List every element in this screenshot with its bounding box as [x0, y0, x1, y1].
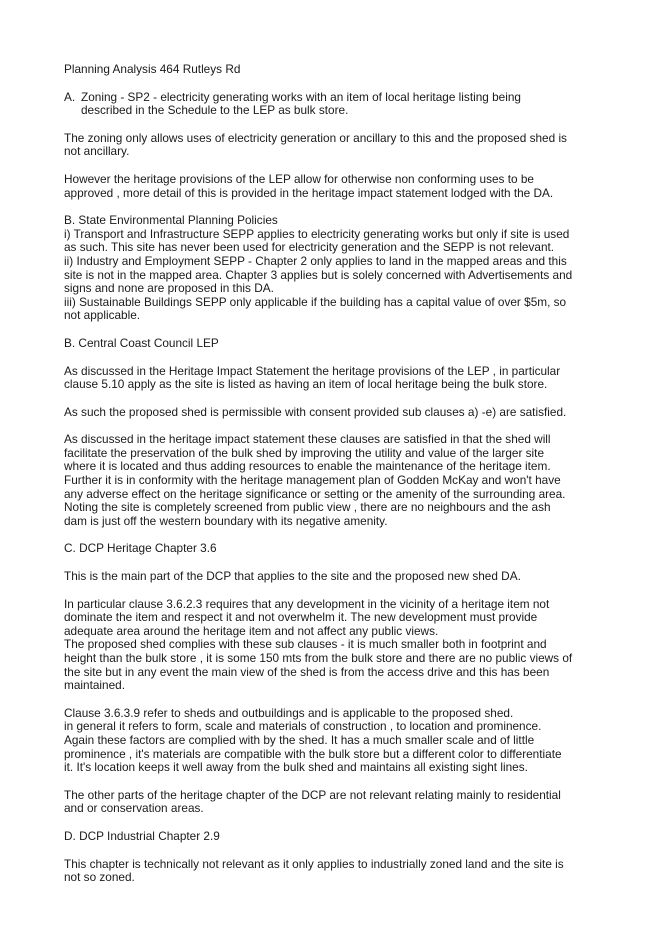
text-line: iii) Sustainable Buildings SEPP only applicable if the building has a capital value of over $5m, so [64, 294, 567, 309]
text-line: The zoning only allows uses of electricity generation or ancillary to this and the proposed shed is [64, 130, 567, 145]
text-line: height than the bulk store , it is some 150 mts from the bulk store and there are no public views of [64, 651, 573, 665]
text-line: Clause 3.6.3.9 refer to sheds and outbuildings and is applicable to the proposed shed. [64, 705, 514, 720]
paragraph-dcp-clause-3639 [64, 707, 624, 775]
text-line: the site but in any event the main view of the shed is from the access drive and this has been [64, 664, 550, 679]
text-line: maintained. [64, 678, 125, 693]
section-heading: C. DCP Heritage Chapter 3.6 [64, 541, 217, 556]
text-line: not applicable. [64, 308, 141, 323]
text-line: Again these factors are complied with by the shed. It has a much smaller scale and of little [64, 732, 535, 747]
text-line: it. It's location keeps it well away from the bulk shed and maintains all existing sight lines. [64, 760, 528, 775]
text-line: i) Transport and Infrastructure SEPP applies to electricity generating works but only if site is used [64, 226, 570, 241]
text-line: approved , more detail of this is provided in the heritage impact statement lodged with the DA. [64, 185, 554, 200]
document-title-text: Planning Analysis 464 Rutleys Rd [64, 62, 241, 76]
document-page [64, 63, 624, 885]
text-line: ii) Industry and Employment SEPP - Chapter 2 only applies to land in the mapped areas and this [64, 253, 567, 268]
paragraph-lep-permissible [64, 406, 624, 420]
text-line: dominate the item and respect it and not overwhelm it. The new development must provide [64, 610, 538, 625]
text-line: The proposed shed complies with these sub clauses - it is much smaller both in footprint and [64, 637, 547, 652]
text-line: as such. This site has never been used for electricity generation and the SEPP is not relevant. [64, 240, 555, 255]
list-item-a-zoning [64, 91, 624, 118]
text-line: site is not in the mapped area. Chapter 3 applies but is solely concerned with Advertisements and [64, 267, 573, 282]
text-line: This is the main part of the DCP that applies to the site and the proposed new shed DA. [64, 569, 521, 584]
paragraph-dcp-other-parts [64, 789, 624, 816]
text-line: In particular clause 3.6.2.3 requires that any development in the vicinity of a heritage item not [64, 596, 550, 611]
text-line: described in the Schedule to the LEP as bulk store. [81, 103, 349, 118]
text-line: facilitate the preservation of the bulk shed by improving the utility and value of the larger site [64, 445, 545, 460]
text-line: As discussed in the Heritage Impact Statement the heritage provisions of the LEP , in particular [64, 363, 561, 378]
text-line: The other parts of the heritage chapter of the DCP are not relevant relating mainly to residential [64, 787, 561, 802]
section-heading: B. State Environmental Planning Policies [64, 213, 278, 228]
text-line: Zoning - SP2 - electricity generating works with an item of local heritage listing being [81, 89, 521, 104]
text-line: where it is located and thus adding resources to enable the maintenance of the heritage item. [64, 459, 551, 474]
text-line: prominence , it's materials are compatible with the bulk store but a different color to differentiate [64, 746, 562, 761]
text-line: Noting the site is completely screened from public view , there are no neighbours and the ash [64, 500, 551, 515]
section-heading-dcp-industrial [64, 830, 624, 844]
section-heading: B. Central Coast Council LEP [64, 335, 219, 350]
list-item-a-content [64, 91, 624, 118]
section-state-environmental-planning-policies [64, 214, 624, 323]
text-line: As such the proposed shed is permissible with consent provided sub clauses a) -e) are satisfied. [64, 404, 567, 419]
text-line: This chapter is technically not relevant as it only applies to industrially zoned land and the site is [64, 856, 564, 871]
paragraph-dcp-clause-3623 [64, 598, 624, 693]
list-marker-a: A. [64, 89, 76, 104]
text-line: any adverse effect on the heritage significance or setting or the amenity of the surrounding area. [64, 486, 566, 501]
section-heading-central-coast-lep [64, 337, 624, 351]
text-line: not so zoned. [64, 870, 135, 885]
text-line: However the heritage provisions of the LEP allow for otherwise non conforming uses to be [64, 171, 534, 186]
paragraph-dcp-industrial [64, 858, 624, 885]
text-line: dam is just off the western boundary with its negative amenity. [64, 513, 388, 528]
paragraph-zoning [64, 132, 624, 159]
text-line: Further it is in conformity with the heritage management plan of Godden McKay and won't have [64, 473, 561, 488]
section-heading-dcp-heritage [64, 542, 624, 556]
paragraph-lep-heritage [64, 365, 624, 392]
section-heading: D. DCP Industrial Chapter 2.9 [64, 828, 220, 843]
paragraph-dcp-main-part [64, 570, 624, 584]
text-line: and or conservation areas. [64, 801, 204, 816]
text-line: clause 5.10 apply as the site is listed as having an item of local heritage being the bulk store. [64, 377, 548, 392]
text-line: in general it refers to form, scale and materials of construction , to location and prominence. [64, 719, 542, 734]
text-line: signs and none are proposed in this DA. [64, 281, 274, 296]
paragraph-lep-clauses-satisfied [64, 433, 624, 528]
text-line: As discussed in the heritage impact statement these clauses are satisfied in that the shed will [64, 432, 551, 447]
paragraph-heritage-provisions [64, 173, 624, 200]
document-title [64, 63, 624, 77]
text-line: adequate area around the heritage item and not affect any public views. [64, 623, 439, 638]
text-line: not ancillary. [64, 144, 130, 159]
